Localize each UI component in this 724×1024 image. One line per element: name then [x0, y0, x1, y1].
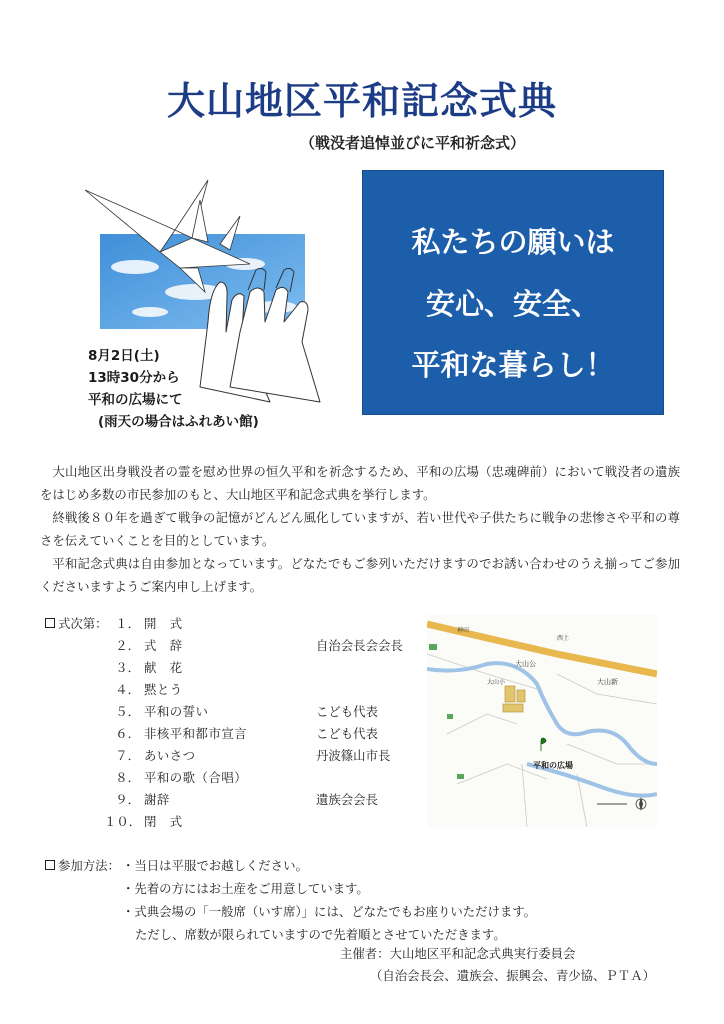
- attend-bullet-1: ・当日は平服でお越しください。: [122, 858, 308, 873]
- map-label-small2: 西土: [557, 635, 570, 642]
- slogan-banner: [362, 170, 664, 415]
- checkbox-icon: [45, 860, 55, 870]
- intro-paragraph-3: 平和記念式典は自由参加となっています。どなたでもご参列いただけますのでお誘い合わせのうえ揃ってご参加くださいますようご案内申し上げます。: [40, 556, 680, 594]
- event-time: 13時30分から: [88, 370, 180, 386]
- location-map: [427, 614, 657, 827]
- intro-paragraph-1: 大山地区出身戦没者の霊を慰め世界の恒久平和を祈念するため、平和の広場（忠魂碑前）において戦没者の遺族をはじめ多数の市民参加のもと、大山地区平和記念式典を挙行します。: [40, 464, 680, 502]
- attend-bullet-2: ・先着の方にはお土産をご用意しています。: [122, 881, 369, 896]
- event-rain-note: (雨天の場合はふれあい館): [98, 414, 259, 430]
- page-title: 大山地区平和記念式典: [166, 79, 557, 123]
- school-buildings: [503, 686, 525, 712]
- map-label-area: 大山新: [597, 678, 618, 686]
- slogan-line-2: 安心、安全、: [425, 287, 600, 321]
- organizer-name: 主催者：大山地区平和記念式典実行委員会: [340, 946, 576, 961]
- attend-bullet-3-continued: ただし、席数が限られていますので先着順とさせていただきます。: [135, 927, 506, 942]
- event-info: [88, 345, 259, 433]
- map-label-small1: 神田: [457, 627, 470, 634]
- checkbox-icon: [45, 618, 55, 628]
- intro-text: [40, 460, 680, 598]
- program-heading: 式次第：: [45, 614, 108, 632]
- page-subtitle: （戦没者追悼並びに平和祈念式）: [300, 134, 526, 152]
- intro-paragraph-2: 終戦後８０年を過ぎて戦争の記憶がどんどん風化していますが、若い世代や子供たちに戦争の悲惨さや平和の尊さを伝えていくことを目的としています。: [40, 510, 680, 548]
- event-date: 8月2日(土): [88, 348, 160, 364]
- event-place: 平和の広場にて: [88, 392, 183, 408]
- organizer-members: （自治会長会、遺族会、振興会、青少協、ＰＴＡ）: [370, 968, 655, 983]
- attend-heading: 参加方法：: [45, 856, 120, 874]
- map-label-plaza: 平和の広場: [533, 760, 573, 770]
- attend-bullet-3: ・式典会場の「一般席（いす席）」には、どなたでもお座りいただけます。: [122, 904, 537, 919]
- slogan-line-3: 平和な暮らし！: [411, 348, 615, 382]
- program-list: １． 開 式 ２． 式 辞 自治会長会会長 ３． 献 花 ４． 黙とう ５． 平和の誓い こども代表 ６． 非核平和都市宣言 こども代表 ７． あいさつ 丹波篠山市長 ８． 平和の歌（合唱） ９． 謝辞 遺族会会長 １０． 閉 式: [104, 616, 403, 829]
- map-label-school: 大山小: [487, 679, 506, 686]
- map-label-hall: 大山公: [515, 660, 536, 668]
- slogan-line-1: 私たちの願いは: [411, 225, 615, 259]
